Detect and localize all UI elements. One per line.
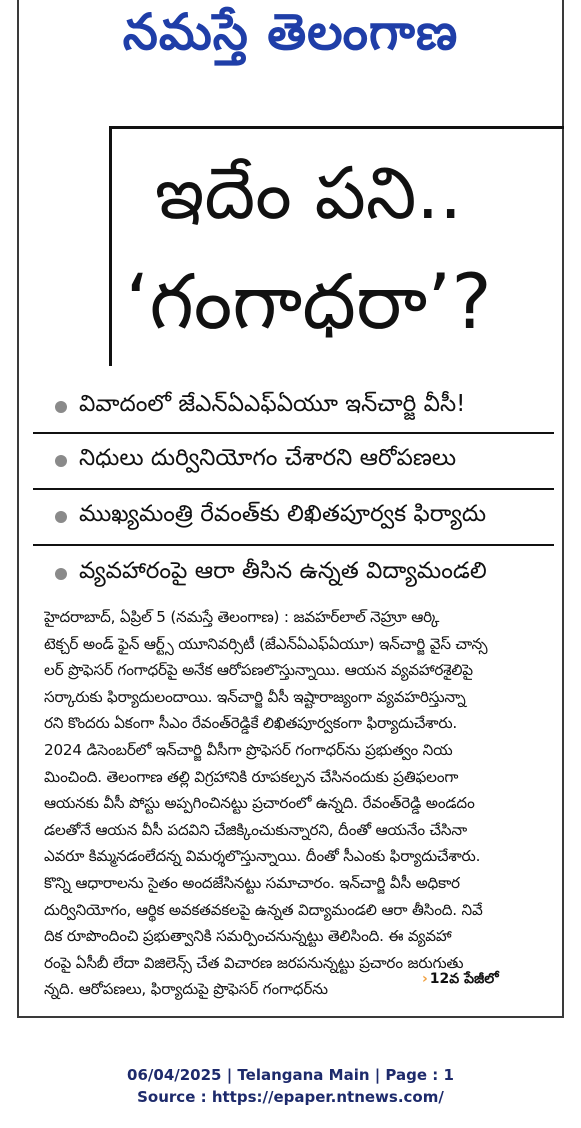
body-line: టెక్చర్ అండ్ ఫైన్ ఆర్ట్స్ యూనివర్సిటీ (జేఎన్ఏఎఫ్ఏయూ) ఇన్‌చార్జి వైస్ చాన్స xyxy=(44,634,488,653)
headline-line-2: ‘గంగాధరా’? xyxy=(125,257,492,346)
body-line: సర్కారుకు ఫిర్యాదులందాయి. ఇన్‌చార్జి వీసీ ఇష్టారాజ్యంగా వ్యవహరిస్తున్నా xyxy=(44,687,466,706)
bullet-item xyxy=(33,546,554,602)
continued-on-page xyxy=(422,971,499,990)
masthead xyxy=(17,4,564,72)
body-line: రని కొందరు ఏకంగా సీఎం రేవంత్‌రెడ్డికే లిఖితపూర్వకంగా ఫిర్యాదుచేశారు. xyxy=(44,714,458,733)
subhead-bullets xyxy=(33,382,554,602)
newspaper-clipping xyxy=(17,0,564,1018)
headline-line-1: ఇదేం పని.. xyxy=(154,151,463,235)
bullet-dot-icon xyxy=(55,511,67,523)
bullet-text: నిధులు దుర్వినియోగం చేశారని ఆరోపణలు xyxy=(79,445,457,471)
body-line: హైదరాబాద్, ఏప్రిల్ 5 (నమస్తే తెలంగాణ) : జవహర్‌లాల్ నెహ్రూ ఆర్కి xyxy=(44,608,440,626)
body-line: 2024 డిసెంబర్‌లో ఇన్‌చార్జి వీసీగా ప్రొఫెసర్ గంగాధర్‌ను ప్రభుత్వం నియ xyxy=(44,740,453,759)
bullet-text: వివాదంలో జేఎన్ఏఎఫ్ఏయూ ఇన్‌చార్జి వీసీ! xyxy=(79,391,466,417)
continued-label: 12వ పేజీలో xyxy=(429,971,499,987)
footer-edition-line: 06/04/2025 | Telangana Main | Page : 1 xyxy=(127,1066,454,1084)
clipping-border-bottom xyxy=(17,1016,564,1018)
bullet-text: ముఖ్యమంత్రి రేవంత్‌కు లిఖితపూర్వక ఫిర్యాదు xyxy=(79,501,487,527)
body-line: లర్ ప్రొఫెసర్ గంగాధర్‌పై అనేక ఆరోపణలొస్తున్నాయి. ఆయన వ్యవహారశైలిపై xyxy=(44,661,473,680)
bullet-item xyxy=(33,382,554,434)
body-line: ఎవరూ కిమ్మనడంలేదన్న విమర్శలొస్తున్నాయి. దీంతో సీఎంకు ఫిర్యాదుచేశారు. xyxy=(44,847,481,866)
body-line: రంపై ఏసీబీ లేదా విజిలెన్స్ చేత విచారణ జరపనున్నట్టు ప్రచారం జరుగుతు xyxy=(44,953,464,972)
source-footer xyxy=(0,1064,581,1108)
bullet-item xyxy=(33,490,554,546)
masthead-title: నమస్తే తెలంగాణ xyxy=(122,2,459,61)
article-body xyxy=(44,604,554,1003)
bullet-dot-icon xyxy=(55,455,67,467)
bullet-dot-icon xyxy=(55,401,67,413)
body-line: దిక రూపొందించి ప్రభుత్వానికి సమర్పించనున్నట్టు తెలిసింది. ఈ వ్యవహా xyxy=(44,927,452,946)
bullet-dot-icon xyxy=(55,568,67,580)
continue-arrow-icon: › xyxy=(422,971,428,987)
body-line: మించింది. తెలంగాణ తల్లి విగ్రహానికి రూపకల్పన చేసినందుకు ప్రతిఫలంగా xyxy=(44,767,459,786)
bullet-item xyxy=(33,434,554,490)
footer-source-line: Source : https://epaper.ntnews.com/ xyxy=(137,1088,444,1106)
body-line: డలతోనే ఆయన వీసీ పదవిని చేజిక్కించుకున్నారని, దీంతో ఆయనేం చేసినా xyxy=(44,820,467,839)
body-line: ఆయనకు వీసీ పోస్టు అప్పగించినట్టు ప్రచారంలో ఉన్నది. రేవంత్‌రెడ్డి అండదం xyxy=(44,794,475,813)
body-line: దుర్వినియోగం, ఆర్థిక అవకతవకలపై ఉన్నత విద్యామండలి ఆరా తీసింది. నివే xyxy=(44,900,483,919)
bullet-text: వ్యవహారంపై ఆరా తీసిన ఉన్నత విద్యామండలి xyxy=(79,558,487,584)
clipping-border-left xyxy=(17,0,19,1018)
body-line: న్నది. ఆరోపణలు, ఫిర్యాదుపై ప్రొఫెసర్ గంగాధర్‌ను xyxy=(44,980,328,999)
body-line: కొన్ని ఆధారాలను సైతం అందజేసినట్టు సమాచారం. ఇన్‌చార్జి వీసీ అధికార xyxy=(44,873,460,892)
